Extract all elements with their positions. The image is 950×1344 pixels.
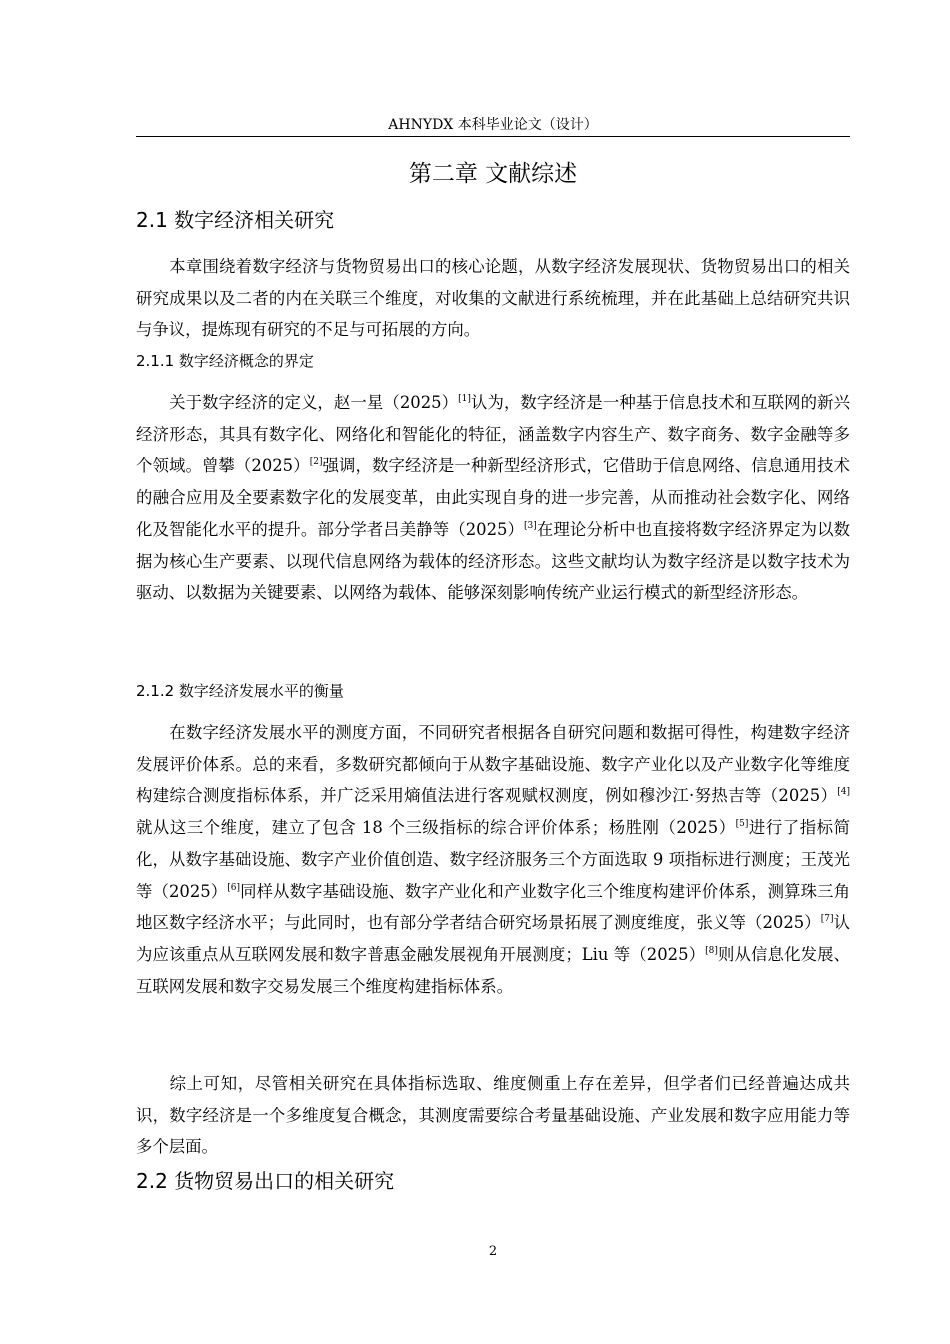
measurement-text-5: 认为应该重点从互联网发展和数字普惠金融发展视角开展测度；Liu 等（2025） [136, 913, 851, 964]
citation-ref: [8] [705, 945, 718, 956]
summary-paragraph [136, 1068, 850, 1163]
definition-text-3: 强调，数字经济是一种新型经济形式，它借助于信息网络、信息通用技术的融合应用及全要素数字化的发展变革，由此实现自身的进一步完善，从而推动社会数字化、网络化及智能化水平的提升。部分学者吕美静等（2025） [136, 456, 851, 539]
measurement-paragraph [136, 717, 850, 1002]
measurement-text-4: 同样从数字基础设施、数字产业化和产业数字化三个维度构建评价体系，测算珠三角地区数字经济水平；与此同时，也有部分学者结合研究场景拓展了测度维度，张义等（2025） [136, 881, 850, 933]
summary-text: 综上可知，尽管相关研究在具体指标选取、维度侧重上存在差异，但学者们已经普遍达成共识，数字经济是一个多维度复合概念，其测度需要综合考量基础设施、产业发展和数字应用能力等多个层面。 [136, 1074, 850, 1157]
chapter-title: 第二章 文献综述 [408, 161, 578, 187]
citation-ref: [5] [735, 819, 749, 830]
measurement-text-6: 则从信息化发展、互联网发展和数字交易发展三个维度构建指标体系。 [136, 944, 850, 996]
measurement-text-3: 进行了指标简化，从数字基础设施、数字产业价值创造、数字经济服务三个方面选取 9 项指标进行测度；王茂光等（2025） [136, 818, 850, 901]
page-number: 2 [488, 1244, 498, 1259]
citation-ref: [2] [309, 457, 323, 468]
definition-text-2: 认为，数字经济是一种基于信息技术和互联网的新兴经济形态，其具有数字化、网络化和智能化的特征，涵盖数字内容生产、数字商务、数字金融等多个领域。曾攀（2025） [136, 393, 850, 476]
header-rule [136, 136, 850, 137]
intro-paragraph [136, 251, 850, 346]
definition-text-4: 在理论分析中也直接将数字经济界定为以数据为核心生产要素、以现代信息网络为载体的经济形态。这些文献均认为数字经济是以数字技术为驱动、以数据为关键要素、以网络为载体、能够深刻影响传统产业运行模式的新型经济形态。 [136, 519, 850, 603]
section-heading-2-1-2: 2.1.2 数字经济发展水平的衡量 [136, 682, 344, 700]
section-heading-2-2: 2.2 货物贸易出口的相关研究 [136, 1169, 395, 1193]
citation-ref: [7] [820, 914, 834, 925]
citation-ref: [6] [227, 882, 241, 893]
citation-ref: [1] [458, 394, 471, 404]
intro-text: 本章围绕着数字经济与货物贸易出口的核心论题，从数字经济发展现状、货物贸易出口的相关研究成果以及二者的内在关联三个维度，对收集的文献进行系统梳理，并在此基础上总结研究共识与争议，提炼现有研究的不足与可拓展的方向。 [136, 257, 850, 340]
citation-ref: [3] [524, 520, 537, 531]
section-heading-2-1: 2.1 数字经济相关研究 [136, 208, 335, 232]
citation-ref: [4] [837, 787, 850, 798]
measurement-text-1: 在数字经济发展水平的测度方面，不同研究者根据各自研究问题和数据可得性，构建数字经济发展评价体系。总的来看，多数研究都倾向于从数字基础设施、数字产业化以及产业数字化等维度构建综合测度指标体系，并广泛采用熵值法进行客观赋权测度，例如穆沙江·努热吉等（2025） [136, 723, 850, 806]
definition-paragraph [136, 387, 850, 609]
section-heading-2-1-1: 2.1.1 数字经济概念的界定 [136, 352, 314, 370]
definition-text-1: 关于数字经济的定义，赵一星（2025） [169, 393, 459, 412]
measurement-text-2: 就从这三个维度，建立了包含 18 个三级指标的综合评价体系；杨胜刚（2025） [136, 818, 736, 838]
running-header: AHNYDX 本科毕业论文（设计） [388, 117, 598, 133]
